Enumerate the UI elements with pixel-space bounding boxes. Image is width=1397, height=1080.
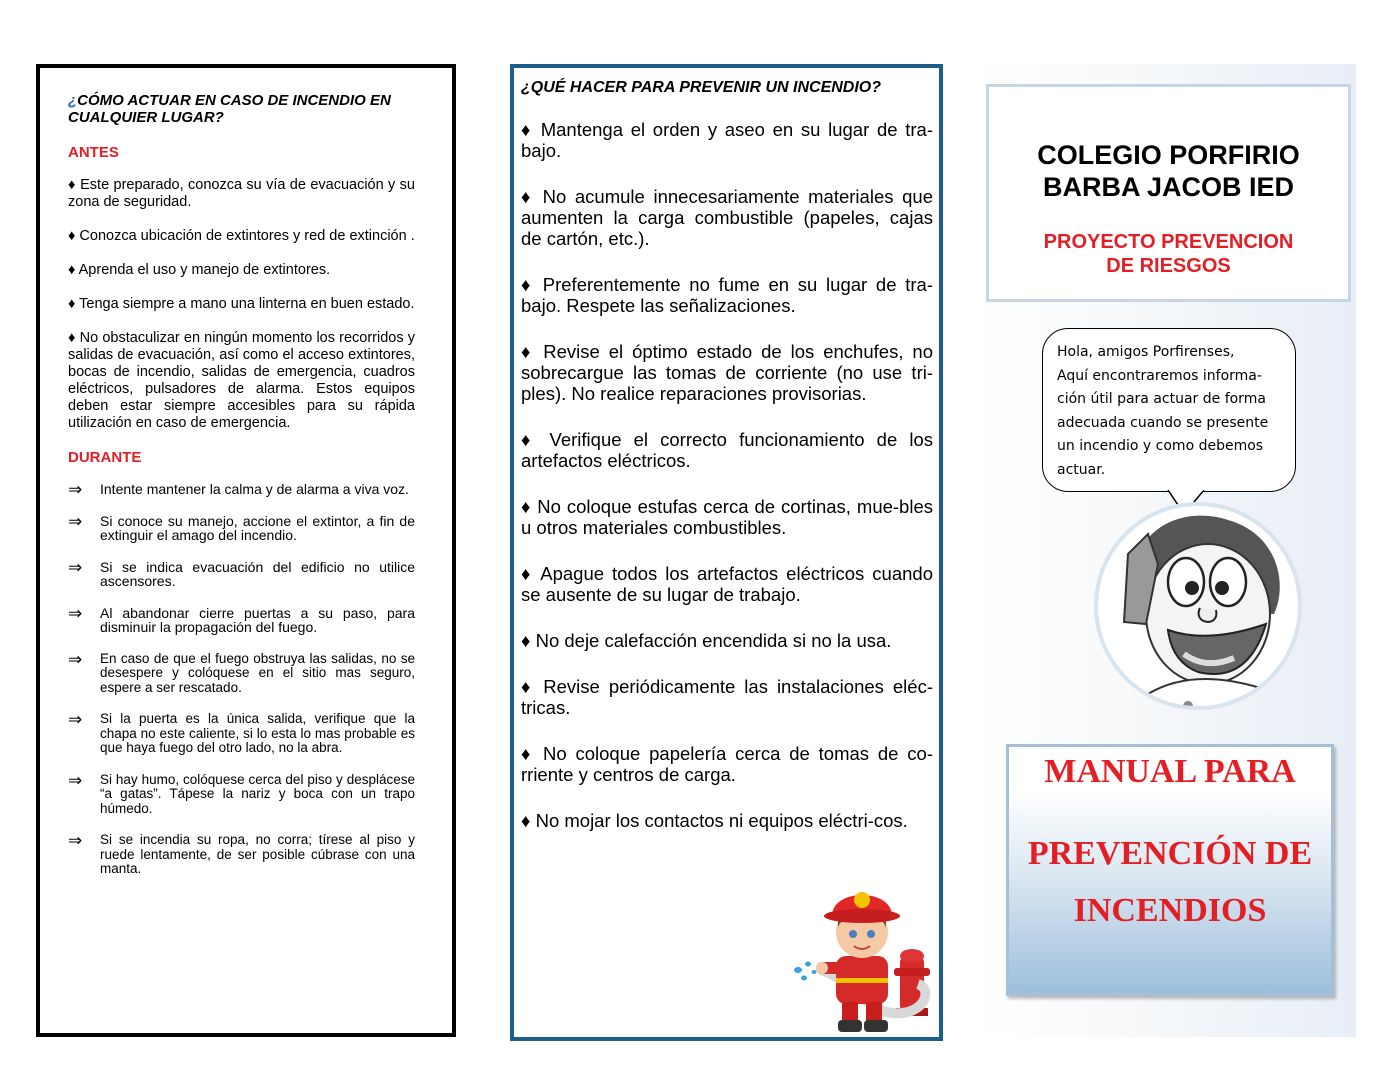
durante-item <box>68 649 415 696</box>
school-name-line1: COLEGIO PORFIRIO <box>1037 140 1300 170</box>
durante-item-text: Si se indica evacuación del edificio no utilice ascensores. <box>100 558 415 589</box>
antes-item: ♦ Tenga siempre a mano una linterna en buen estado. <box>68 296 415 312</box>
prevention-item: ♦ Mantenga el orden y aseo en su lugar de tra-bajo. <box>521 119 933 161</box>
prevention-item: ♦ No coloque papelería cerca de tomas de co-rriente y centros de carga. <box>521 743 933 785</box>
bubble-line: actuar. <box>1057 461 1106 478</box>
manual-title-line2: PREVENCIÓN DE <box>1027 835 1313 872</box>
antes-heading: ANTES <box>68 144 119 161</box>
bubble-line: Aquí encontraremos informa- <box>1057 367 1262 384</box>
panel-como-actuar <box>36 64 456 1037</box>
prevention-item: ♦ No coloque estufas cerca de cortinas, mue-bles u otros materiales combustibles. <box>521 496 933 538</box>
bubble-line: Hola, amigos Porfirenses, <box>1057 344 1235 360</box>
manual-title-box <box>1006 744 1334 996</box>
panel-cover <box>976 64 1356 1037</box>
durante-item <box>68 482 415 497</box>
antes-item: ♦ Este preparado, conozca su vía de evacuación y su zona de seguridad. <box>68 177 415 210</box>
arrow-icon: ⇒ <box>68 511 83 531</box>
durante-item-text: Intente mantener la calma y de alarma a viva voz. <box>100 481 409 497</box>
durante-item <box>68 712 415 756</box>
project-name-line2: DE RIESGOS <box>1106 255 1231 277</box>
title-question-mark: ¿ <box>68 92 78 109</box>
panel1-title-text: CÓMO ACTUAR EN CASO DE INCENDIO EN CUALQUIER LUGAR? <box>68 92 391 126</box>
project-name <box>989 230 1348 278</box>
prevention-item: ♦ Revise el óptimo estado de los enchufes, no sobrecargue las tomas de corriente (no use tri-ples). No realice reparaciones provisorias. <box>521 341 933 404</box>
durante-item <box>68 770 415 817</box>
panel1-content <box>68 92 415 894</box>
prevention-item: ♦ No mojar los contactos ni equipos eléctri-cos. <box>521 810 908 831</box>
durante-item-text: Si se incendia su ropa, no corra; tírese al piso y ruede lentamente, de ser posible cúbrase con una manta. <box>100 832 415 876</box>
prevention-item: ♦ No deje calefacción encendida si no la usa. <box>521 630 892 651</box>
durante-item <box>68 603 415 635</box>
bubble-line: adecuada cuando se presente <box>1057 414 1269 431</box>
durante-item-text: Si hay humo, colóquese cerca del piso y desplácese “a gatas”. Tápese la nariz y boca con un trapo húmedo. <box>100 771 415 816</box>
prevention-item: ♦ Apague todos los artefactos eléctricos cuando se ausente de su lugar de trabajo. <box>521 563 933 605</box>
bubble-line: un incendio y como debemos <box>1057 438 1264 454</box>
arrow-icon: ⇒ <box>68 770 83 790</box>
arrow-icon: ⇒ <box>68 603 83 623</box>
speech-bubble <box>1042 328 1296 492</box>
arrow-icon: ⇒ <box>68 557 83 577</box>
durante-item-text: En caso de que el fuego obstruya las salidas, no se desespere y colóquese en el sitio mas seguro, espere a ser rescatado. <box>100 650 415 695</box>
prevention-item: ♦ Preferentemente no fume en su lugar de tra-bajo. Respete las señalizaciones. <box>521 274 933 316</box>
antes-item: ♦ Aprenda el uso y manejo de extintores. <box>68 262 331 278</box>
fireman-kid-illustration <box>790 872 940 1036</box>
school-name-line2: BARBA JACOB IED <box>1042 172 1294 202</box>
cartoon-mascot-illustration <box>1088 494 1308 726</box>
antes-item: ♦ No obstaculizar en ningún momento los recorridos y salidas de evacuación, así como el acceso extintores, bocas de incendio, salidas de emergencia, cuadros eléctricos, pulsadores de alarma. Estos equipos deben estar siempre accesibles para su rápida utilización en caso de emergencia. <box>68 330 415 431</box>
panel1-title <box>68 92 415 126</box>
arrow-icon: ⇒ <box>68 710 83 729</box>
prevention-item: ♦ Revise periódicamente las instalaciones eléc-tricas. <box>521 676 933 718</box>
durante-heading: DURANTE <box>68 449 142 466</box>
manual-title-line3: INCENDIOS <box>1073 892 1267 929</box>
school-name <box>989 139 1348 203</box>
durante-item-text: Si conoce su manejo, accione el extintor, a fin de extinguir el amago del incendio. <box>100 512 415 543</box>
antes-item: ♦ Conozca ubicación de extintores y red de extinción . <box>68 228 415 244</box>
panel2-content <box>521 79 933 856</box>
manual-title-line1: MANUAL PARA <box>1044 753 1296 790</box>
school-title-box <box>986 84 1351 302</box>
prevention-item: ♦ Verifique el correcto funcionamiento de los artefactos eléctricos. <box>521 429 933 471</box>
prevention-item: ♦ No acumule innecesariamente materiales que aumenten la carga combustible (papeles, cajas de cartón, etc.). <box>521 186 933 249</box>
arrow-icon: ⇒ <box>68 831 83 850</box>
project-name-line1: PROYECTO PREVENCION <box>1043 231 1294 253</box>
arrow-icon: ⇒ <box>68 649 83 669</box>
durante-item <box>68 833 415 877</box>
speech-bubble-text <box>1057 341 1283 482</box>
arrow-icon: ⇒ <box>68 480 83 499</box>
durante-item <box>68 557 415 589</box>
bubble-line: ción útil para actuar de forma <box>1057 391 1266 407</box>
durante-item <box>68 511 415 543</box>
durante-item-text: Si la puerta es la única salida, verifique que la chapa no este caliente, si lo esta lo mas probable es que haya fuego del otro lado, no la abra. <box>100 711 415 755</box>
panel2-title: ¿QUÉ HACER PARA PREVENIR UN INCENDIO? <box>521 79 882 96</box>
durante-item-text: Al abandonar cierre puertas a su paso, para disminuir la propagación del fuego. <box>100 604 415 635</box>
